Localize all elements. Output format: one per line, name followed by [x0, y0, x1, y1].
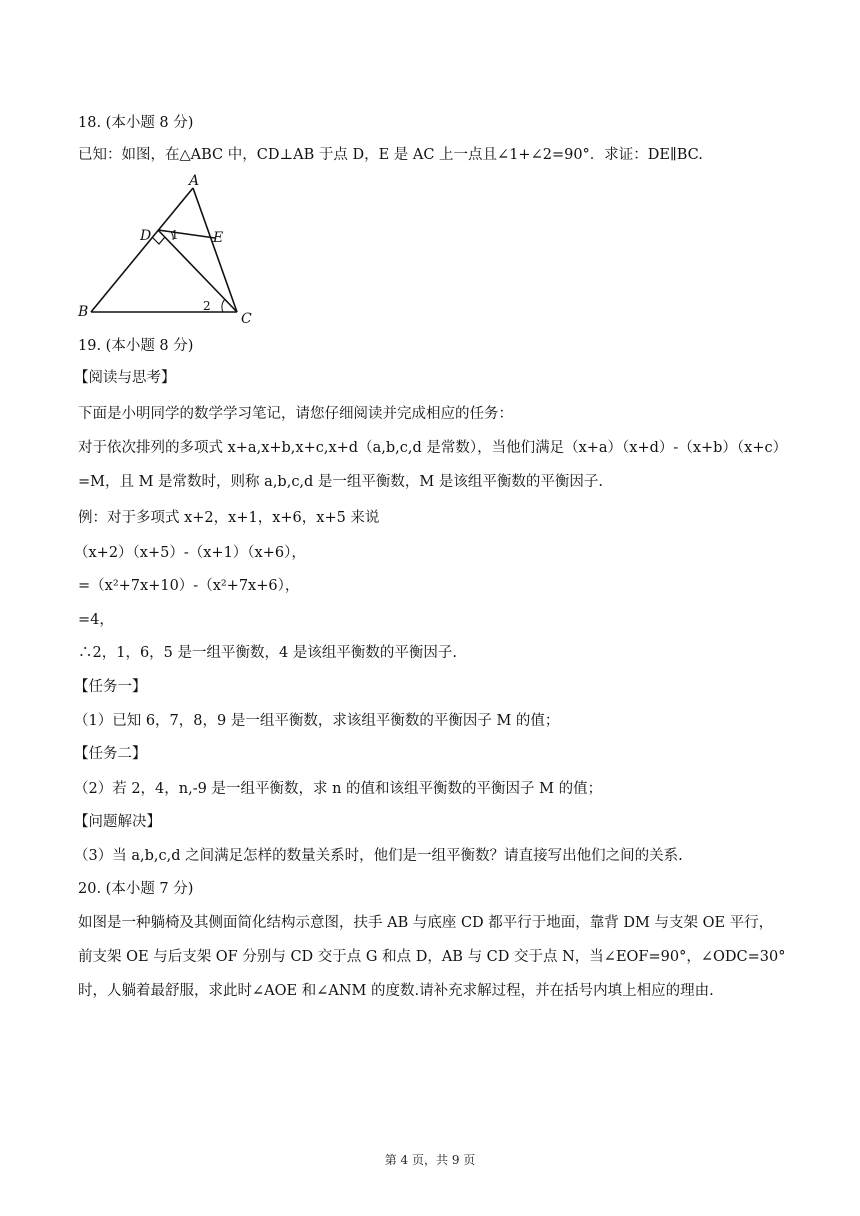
label-c: C: [241, 311, 252, 327]
q19-task3-header: 【问题解决】: [74, 814, 161, 830]
segment-cd: [158, 230, 237, 312]
label-e: E: [213, 230, 224, 246]
q19-section-read: 【阅读与思考】: [74, 370, 176, 386]
q19-example-step2: =（x²+7x+10）-（x²+7x+6），: [78, 578, 300, 594]
q20-header: 20. (本小题 7 分): [78, 881, 194, 897]
q19-task2-header: 【任务二】: [74, 746, 147, 762]
q19-header: 19. (本小题 8 分): [78, 338, 194, 354]
q19-task1: （1）已知 6，7，8，9 是一组平衡数，求该组平衡数的平衡因子 M 的值；: [74, 713, 560, 729]
triangle-figure: [76, 172, 266, 332]
right-angle-mark: [152, 237, 165, 244]
q19-example-step3: =4，: [78, 612, 114, 628]
q19-intro: 下面是小明同学的数学学习笔记，请您仔细阅读并完成相应的任务：: [78, 406, 513, 422]
label-b: B: [78, 304, 89, 320]
q19-example-conclusion: ∴2，1，6，5 是一组平衡数，4 是该组平衡数的平衡因子.: [78, 645, 457, 661]
label-a: A: [189, 173, 200, 189]
label-angle-2: 2: [203, 299, 211, 313]
q19-definition-line2: =M，且 M 是常数时，则称 a,b,c,d 是一组平衡数，M 是该组平衡数的平衡因子.: [78, 474, 603, 490]
q20-line1: 如图是一种躺椅及其侧面简化结构示意图，扶手 AB 与底座 CD 都平行于地面，靠背 DM 与支架 OE 平行，: [78, 915, 774, 931]
label-angle-1: 1: [171, 228, 179, 242]
q20-line2: 前支架 OE 与后支架 OF 分别与 CD 交于点 G 和点 D，AB 与 CD 交于点 N，当∠EOF=90°，∠ODC=30°: [78, 949, 786, 965]
label-d: D: [140, 228, 152, 244]
q19-definition-line1: 对于依次排列的多项式 x+a,x+b,x+c,x+d（a,b,c,d 是常数），当他们满足（x+a）（x+d）-（x+b）（x+c）: [78, 440, 788, 456]
q19-example-step1: （x+2）（x+5）-（x+1）（x+6），: [74, 545, 306, 561]
q20-line3: 时，人躺着最舒服，求此时∠AOE 和∠ANM 的度数.请补充求解过程，并在括号内填上相应的理由.: [78, 983, 714, 999]
segment-de: [158, 230, 215, 238]
page-footer: 第 4 页，共 9 页: [384, 1153, 476, 1167]
q18-statement: 已知：如图，在△ABC 中，CD⊥AB 于点 D，E 是 AC 上一点且∠1+∠2=90°．求证：DE∥BC.: [78, 147, 703, 163]
q19-task3: （3）当 a,b,c,d 之间满足怎样的数量关系时，他们是一组平衡数？请直接写出他们之间的关系.: [74, 848, 683, 864]
q19-example-intro: 例：对于多项式 x+2，x+1，x+6，x+5 来说: [78, 510, 380, 526]
angle-2-arc: [222, 299, 225, 312]
q18-header: 18. (本小题 8 分): [78, 115, 194, 131]
q19-task2: （2）若 2，4，n,-9 是一组平衡数，求 n 的值和该组平衡数的平衡因子 M 的值；: [74, 781, 603, 797]
q19-task1-header: 【任务一】: [74, 679, 147, 695]
side-ac: [193, 188, 237, 312]
